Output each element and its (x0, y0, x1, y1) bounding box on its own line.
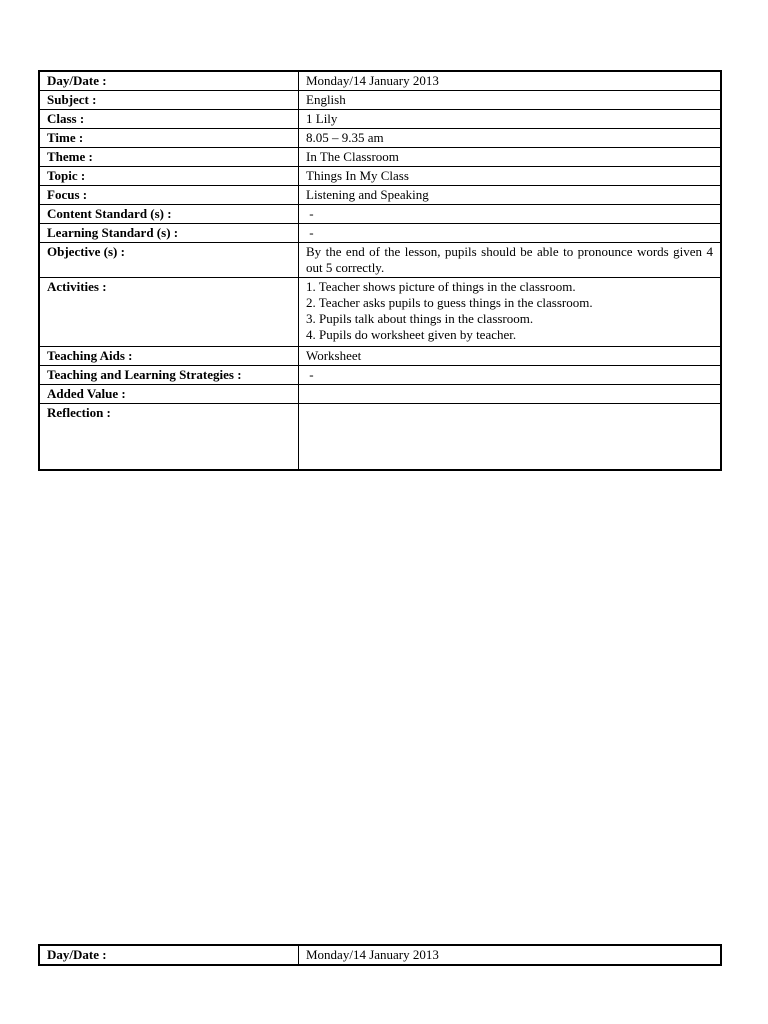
activity-item: 1. Teacher shows picture of things in the classroom. (306, 279, 576, 294)
label-reflection: Reflection : (39, 404, 299, 471)
label-objectives: Objective (s) : (39, 243, 299, 278)
row-day-date (39, 945, 721, 965)
row-time (39, 129, 721, 148)
value-topic: Things In My Class (299, 167, 722, 186)
label-day-date: Day/Date : (39, 945, 299, 965)
value-content-standard: - (299, 205, 722, 224)
value-objectives: By the end of the lesson, pupils should be able to pronounce words given 4 out 5 correctly. (299, 243, 722, 278)
value-subject: English (299, 91, 722, 110)
lesson-plan-table (38, 70, 722, 471)
value-day-date: Monday/14 January 2013 (299, 945, 722, 965)
activity-item: 4. Pupils do worksheet given by teacher. (306, 327, 517, 342)
row-objectives (39, 243, 721, 278)
activity-item: 3. Pupils talk about things in the classroom. (306, 311, 534, 326)
row-subject (39, 91, 721, 110)
label-class: Class : (39, 110, 299, 129)
label-subject: Subject : (39, 91, 299, 110)
value-focus: Listening and Speaking (299, 186, 722, 205)
value-theme: In The Classroom (299, 148, 722, 167)
label-learning-standard: Learning Standard (s) : (39, 224, 299, 243)
row-activities (39, 278, 721, 347)
value-time: 8.05 – 9.35 am (299, 129, 722, 148)
value-added-value (299, 385, 722, 404)
row-focus (39, 186, 721, 205)
row-learning-standard (39, 224, 721, 243)
label-time: Time : (39, 129, 299, 148)
value-activities (299, 278, 722, 347)
value-reflection (299, 404, 722, 471)
row-topic (39, 167, 721, 186)
label-added-value: Added Value : (39, 385, 299, 404)
label-activities: Activities : (39, 278, 299, 347)
label-teaching-aids: Teaching Aids : (39, 347, 299, 366)
label-day-date: Day/Date : (39, 71, 299, 91)
row-added-value (39, 385, 721, 404)
value-day-date: Monday/14 January 2013 (299, 71, 722, 91)
label-strategies: Teaching and Learning Strategies : (39, 366, 299, 385)
value-learning-standard: - (299, 224, 722, 243)
label-content-standard: Content Standard (s) : (39, 205, 299, 224)
value-teaching-aids: Worksheet (299, 347, 722, 366)
label-focus: Focus : (39, 186, 299, 205)
label-theme: Theme : (39, 148, 299, 167)
activity-item: 2. Teacher asks pupils to guess things in the classroom. (306, 295, 593, 310)
row-theme (39, 148, 721, 167)
label-topic: Topic : (39, 167, 299, 186)
value-strategies: - (299, 366, 722, 385)
row-teaching-aids (39, 347, 721, 366)
row-content-standard (39, 205, 721, 224)
next-lesson-plan-table (38, 944, 722, 966)
value-class: 1 Lily (299, 110, 722, 129)
row-class (39, 110, 721, 129)
row-strategies (39, 366, 721, 385)
row-reflection (39, 404, 721, 471)
row-day-date (39, 71, 721, 91)
